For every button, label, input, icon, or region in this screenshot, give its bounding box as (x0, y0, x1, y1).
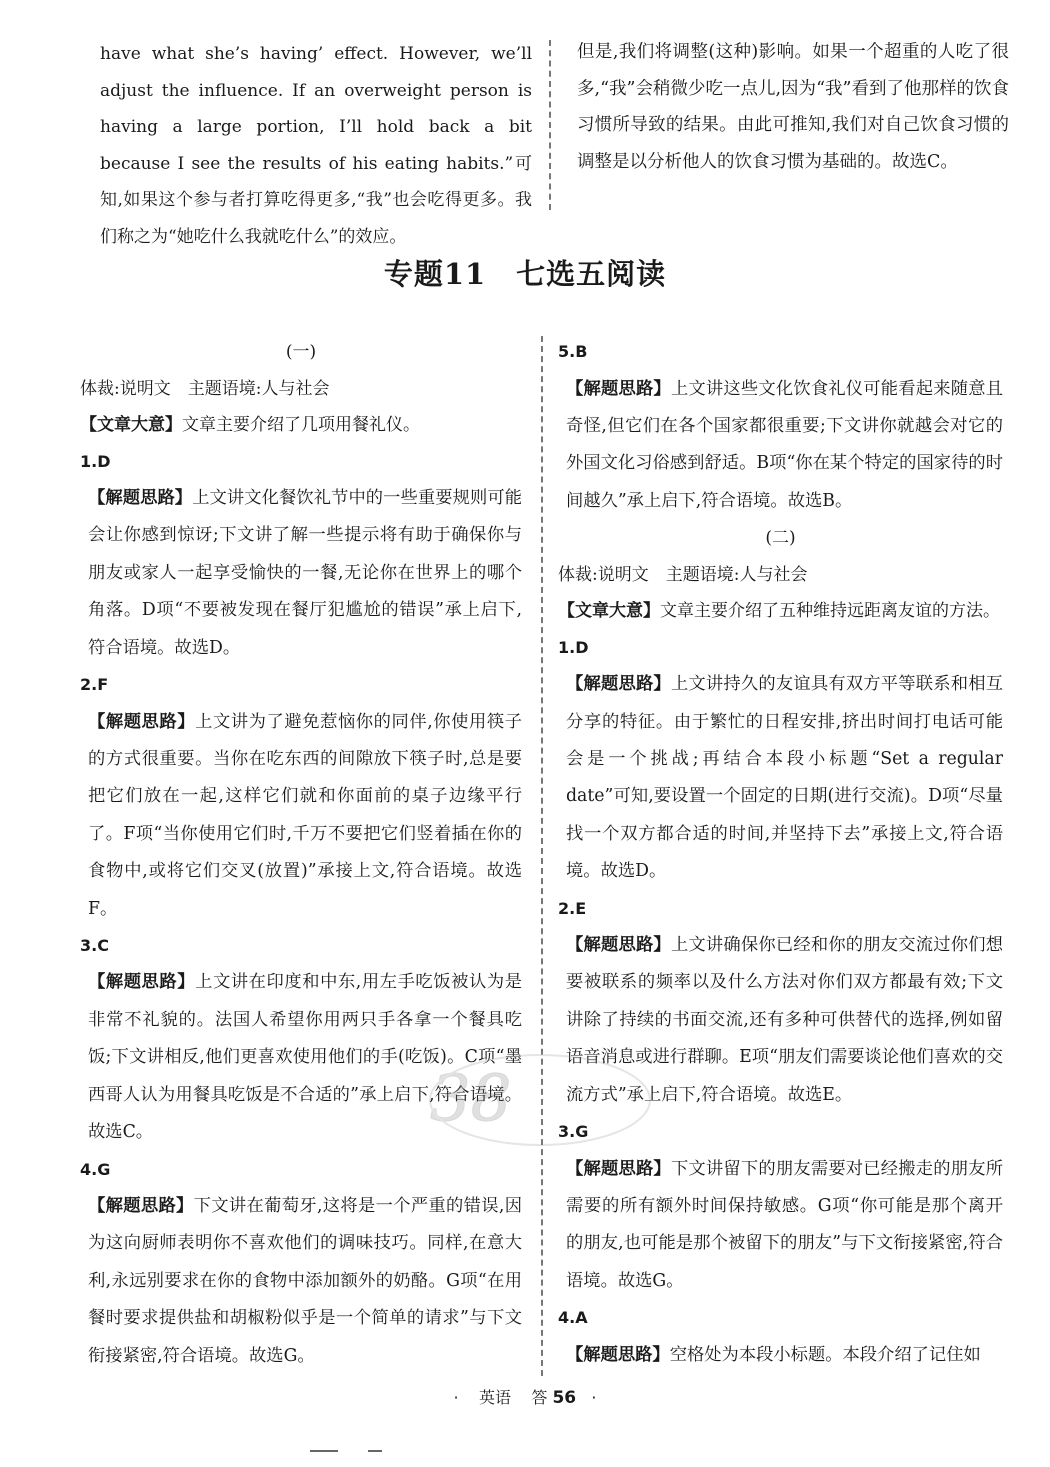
answer-explanation (80, 1188, 522, 1375)
column-divider-top (549, 40, 551, 210)
explanation-text: 上文讲在印度和中东,用左手吃饭被认为是非常不礼貌的。法国人希望你用两只手各拿一个餐具吃饭;下文讲相反,他们更喜欢使用他们的手(吃饭)。C项“墨西哥人认为用餐具吃饭是不合适的”承上启下,符合语境。故选C。 (88, 972, 522, 1143)
answer-number: 2.F (80, 675, 109, 695)
explanation-text: 上文讲确保你已经和你的朋友交流过你们想要被联系的频率以及什么方法对你们双方都最有效;下文讲除了持续的书面交流,还有多种可供替代的选择,例如留语音消息或进行群聊。E项“朋友们需要谈论他们喜欢的交流方式”承上启下,符合语境。故选E。 (566, 935, 1003, 1105)
answer-explanation (558, 666, 1003, 890)
answer-number: 4.A (558, 1308, 588, 1328)
column-divider-main (541, 336, 543, 1376)
passage-one-title: (一) (285, 342, 317, 362)
answer-number: 2.E (558, 898, 587, 918)
explanation-tag: 【解题思路】 (566, 935, 671, 956)
explanation-tag: 【解题思路】 (88, 972, 196, 993)
explanation-tag: 【解题思路】 (88, 1196, 194, 1216)
summary-text: 文章主要介绍了几项用餐礼仪。 (182, 415, 420, 435)
explanation-text: 上文讲为了避免惹恼你的同伴,你使用筷子的方式很重要。当你在吃东西的间隙放下筷子时,总是要把它们放在一起,这样它们就和你面前的桌子边缘平行了。F项“当你使用它们时,千万不要把它们竖着插在你的食物中,或将它们交叉(放置)”承接上文,符合语境。故选F。 (88, 711, 522, 919)
continuation-right (577, 34, 1009, 180)
left-column (80, 334, 522, 1375)
footer-dot-right: · (591, 1388, 597, 1407)
continuation-right-text: 但是,我们将调整(这种)影响。如果一个超重的人吃了很多,“我”会稍微少吃一点儿,因为“我”看到了他那样的饮食习惯所导致的结果。由此可推知,我们对自己饮食习惯的调整是以分析他人的饮食习惯为基础的。故选C。 (577, 42, 1009, 172)
summary-text: 文章主要介绍了五种维持远距离友谊的方法。 (660, 601, 1000, 622)
passage-one-summary (80, 407, 522, 444)
answer-number: 1.D (558, 637, 589, 657)
scan-mark (368, 1450, 382, 1452)
explanation-tag: 【解题思路】 (566, 378, 671, 399)
passage-two-meta: 体裁:说明文 主题语境:人与社会 (558, 564, 808, 585)
answer-explanation (558, 927, 1003, 1114)
explanation-text: 上文讲文化餐饮礼节中的一些重要规则可能会让你感到惊讶;下文讲了解一些提示将有助于确保你与朋友或家人一起享受愉快的一餐,无论你在世界上的哪个角落。D项“不要被发现在餐厅犯尴尬的错误”承上启下,符合语境。故选D。 (88, 488, 522, 658)
explanation-text: 下文讲留下的朋友需要对已经搬走的朋友所需要的所有额外时间保持敏感。G项“你可能是那个离开的朋友,也可能是那个被留下的朋友”与下文衔接紧密,符合语境。故选G。 (566, 1158, 1003, 1291)
right-column (558, 334, 1003, 1374)
answer-number: 3.G (558, 1122, 589, 1142)
answer-number: 4.G (80, 1159, 111, 1179)
explanation-text: 上文讲持久的友谊具有双方平等联系和相互分享的特征。由于繁忙的日程安排,挤出时间打电话可能会是一个挑战;再结合本段小标题“Set a regular date”可知,要设置一个固定的日期(进行交流)。D项“尽量找一个双方都合适的时间,并坚持下去”承接上文,符合语境。故选D。 (566, 674, 1003, 882)
scan-mark (310, 1450, 338, 1452)
explanation-tag: 【解题思路】 (566, 1158, 671, 1179)
explanation-text: 上文讲这些文化饮食礼仪可能看起来随意且奇怪,但它们在各个国家都很重要;下文讲你就越会对它的外国文化习俗感到舒适。B项“你在某个特定的国家待的时间越久”承上启下,符合语境。故选B。 (566, 378, 1003, 511)
footer-answer-label: 答 (531, 1388, 548, 1407)
answer-number: 3.C (80, 935, 109, 955)
answer-explanation (558, 371, 1003, 521)
explanation-tag: 【解题思路】 (88, 488, 193, 508)
continuation-left (100, 36, 532, 255)
answer-number: 5.B (558, 342, 588, 361)
answer-explanation (558, 1337, 1003, 1374)
page-number: 56 (552, 1388, 577, 1408)
passage-one-meta: 体裁:说明文 主题语境:人与社会 (80, 378, 330, 399)
svg-text:38: 38 (430, 1062, 512, 1136)
explanation-tag: 【解题思路】 (88, 711, 196, 732)
passage-two-title: (二) (765, 528, 796, 549)
continuation-left-text: have what she’s having’ effect. However, we’ll adjust the influence. If an overweight person is having a large portion, I’ll hold back a bit because I see the results of his eating habits.”可知,如果这个参与者打算吃得更多,“我”也会吃得更多。我们称之为“她吃什么我就吃什么”的效应。 (100, 44, 532, 247)
page-footer (0, 1385, 1050, 1408)
summary-tag: 【文章大意】 (558, 601, 660, 622)
footer-dot-left: · (453, 1388, 459, 1407)
section-title: 专题11 七选五阅读 (383, 257, 667, 291)
answer-explanation (558, 1151, 1003, 1301)
answer-explanation (80, 704, 522, 928)
answer-explanation (80, 964, 522, 1151)
answer-explanation (80, 480, 522, 667)
answer-number: 1.D (80, 451, 111, 471)
summary-tag: 【文章大意】 (80, 415, 182, 435)
explanation-text: 空格处为本段小标题。本段介绍了记住如 (669, 1344, 981, 1365)
footer-subject: 英语 (478, 1388, 511, 1407)
passage-two-summary (558, 593, 1003, 630)
explanation-tag: 【解题思路】 (566, 674, 671, 695)
explanation-text: 下文讲在葡萄牙,这将是一个严重的错误,因为这向厨师表明你不喜欢他们的调味技巧。同样,在意大利,永远别要求在你的食物中添加额外的奶酪。G项“在用餐时要求提供盐和胡椒粉似乎是一个简单的请求”与下文衔接紧密,符合语境。故选G。 (88, 1196, 522, 1366)
explanation-tag: 【解题思路】 (566, 1344, 670, 1365)
